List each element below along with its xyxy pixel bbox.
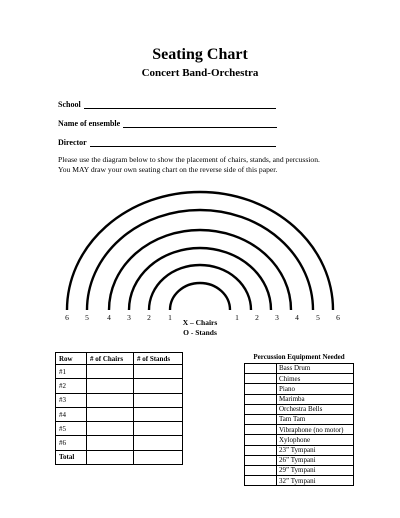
arc-row-4 <box>109 230 291 310</box>
total-stands-cell[interactable] <box>134 450 183 464</box>
percussion-item: Tam Tam <box>277 414 354 424</box>
chairs-cell[interactable] <box>87 407 134 421</box>
arc-row-2 <box>149 265 251 310</box>
school-label: School <box>58 100 81 109</box>
percussion-item: Chimes <box>277 374 354 384</box>
percussion-table <box>244 363 354 486</box>
row-label-left-5: 5 <box>85 313 89 322</box>
stands-cell[interactable] <box>134 379 183 393</box>
arc-row-5 <box>87 210 313 310</box>
legend-chairs: X – Chairs <box>182 318 218 327</box>
percussion-item: Marimba <box>277 394 354 404</box>
row-label-right-3: 3 <box>275 313 279 322</box>
row-label: #6 <box>56 436 87 450</box>
percussion-item: Piano <box>277 384 354 394</box>
stands-cell[interactable] <box>134 436 183 450</box>
percussion-item: 29” Tympani <box>277 465 354 475</box>
list-item <box>245 384 354 394</box>
ensemble-label: Name of ensemble <box>58 119 121 128</box>
chairs-cell[interactable] <box>87 422 134 436</box>
percussion-check-cell[interactable] <box>245 374 277 384</box>
percussion-title: Percussion Equipment Needed <box>253 353 345 361</box>
percussion-item: Bass Drum <box>277 364 354 374</box>
percussion-check-cell[interactable] <box>245 476 277 486</box>
chairs-cell[interactable] <box>87 379 134 393</box>
chairs-cell[interactable] <box>87 393 134 407</box>
table-total-row <box>56 450 183 464</box>
list-item <box>245 394 354 404</box>
legend-stands: O - Stands <box>183 328 217 337</box>
list-item <box>245 404 354 414</box>
stands-cell[interactable] <box>134 365 183 379</box>
row-label: #2 <box>56 379 87 393</box>
percussion-check-cell[interactable] <box>245 425 277 435</box>
row-label: #3 <box>56 393 87 407</box>
percussion-check-cell[interactable] <box>245 394 277 404</box>
director-label: Director <box>58 138 87 147</box>
percussion-check-cell[interactable] <box>245 384 277 394</box>
row-label-right-5: 5 <box>316 313 320 322</box>
percussion-check-cell[interactable] <box>245 455 277 465</box>
row-label-right-2: 2 <box>255 313 259 322</box>
percussion-item: 26” Tympani <box>277 455 354 465</box>
row-label: #5 <box>56 422 87 436</box>
list-item <box>245 445 354 455</box>
chairs-cell[interactable] <box>87 365 134 379</box>
list-item <box>245 476 354 486</box>
row-label-right-4: 4 <box>295 313 299 322</box>
total-chairs-cell[interactable] <box>87 450 134 464</box>
list-item <box>245 374 354 384</box>
percussion-item: 32” Tympani <box>277 476 354 486</box>
list-item <box>245 414 354 424</box>
page-title: Seating Chart <box>152 46 248 63</box>
row-label-left-4: 4 <box>107 313 111 322</box>
total-label: Total <box>56 450 87 464</box>
instructions-line-2: You MAY draw your own seating chart on the reverse side of this paper. <box>58 165 278 174</box>
stands-cell[interactable] <box>134 407 183 421</box>
header-row: Row <box>56 353 87 365</box>
percussion-check-cell[interactable] <box>245 364 277 374</box>
row-label: #4 <box>56 407 87 421</box>
list-item <box>245 364 354 374</box>
instructions-line-1: Please use the diagram below to show the placement of chairs, stands, and percussion. <box>58 155 320 164</box>
table-row <box>56 422 183 436</box>
percussion-check-cell[interactable] <box>245 445 277 455</box>
stands-cell[interactable] <box>134 422 183 436</box>
table-row <box>56 365 183 379</box>
list-item <box>245 425 354 435</box>
row-label: #1 <box>56 365 87 379</box>
percussion-check-cell[interactable] <box>245 465 277 475</box>
stands-cell[interactable] <box>134 393 183 407</box>
chairs-stands-table <box>55 352 183 465</box>
percussion-item: Vibraphone (no motor) <box>277 425 354 435</box>
row-label-right-6: 6 <box>336 313 340 322</box>
percussion-check-cell[interactable] <box>245 414 277 424</box>
list-item <box>245 435 354 445</box>
chairs-cell[interactable] <box>87 436 134 450</box>
list-item <box>245 465 354 475</box>
percussion-item: Orchestra Bells <box>277 404 354 414</box>
row-label-left-1: 1 <box>168 313 172 322</box>
percussion-check-cell[interactable] <box>245 435 277 445</box>
percussion-item: Xylophone <box>277 435 354 445</box>
table-row <box>56 407 183 421</box>
table-row <box>56 379 183 393</box>
percussion-check-cell[interactable] <box>245 404 277 414</box>
row-label-left-6: 6 <box>65 313 69 322</box>
arc-row-1 <box>170 283 230 310</box>
table-row <box>56 436 183 450</box>
header-stands: # of Stands <box>134 353 183 365</box>
percussion-item: 23” Tympani <box>277 445 354 455</box>
list-item <box>245 455 354 465</box>
header-chairs: # of Chairs <box>87 353 134 365</box>
row-label-left-3: 3 <box>127 313 131 322</box>
page-subtitle: Concert Band-Orchestra <box>141 67 259 79</box>
table-row <box>56 393 183 407</box>
row-label-left-2: 2 <box>147 313 151 322</box>
row-label-right-1: 1 <box>235 313 239 322</box>
table-header-row <box>56 353 183 365</box>
